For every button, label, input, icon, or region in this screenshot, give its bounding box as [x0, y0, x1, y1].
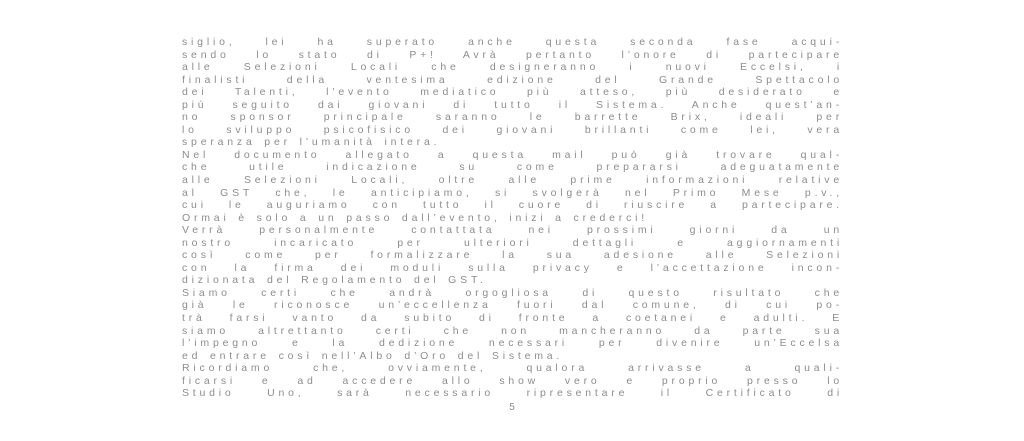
text-line: alle Selezioni Locali, oltre alle prime informazioni relative: [182, 174, 843, 187]
text-line: già le riconosce un’eccellenza fuori dal comune, di cui po-: [182, 299, 843, 312]
text-line: con la firma dei moduli sulla privacy e l’accettazione incon-: [182, 261, 843, 274]
text-line: Ricordiamo che, ovviamente, qualora arrivasse a quali-: [182, 362, 843, 375]
text-line: siglio, lei ha superato anche questa seconda fase acqui-: [182, 36, 843, 48]
text-line: ficarsi e ad accedere allo show vero e proprio presso lo: [182, 374, 843, 387]
text-line: sendo lo stato di P+! Avrà pertanto l’onore di partecipare: [182, 48, 843, 61]
text-line: dizionata del Regolamento del GST.: [182, 274, 487, 287]
page-number: 5: [509, 402, 516, 413]
text-line: al GST che, le anticipiamo, si svolgerà nel Primo Mese p.v.,: [182, 186, 843, 199]
text-line: lo sviluppo psicofisico dei giovani brillanti come lei, vera: [182, 123, 843, 136]
text-line: finalisti della ventesima edizione del Grande Spettacolo: [182, 73, 843, 86]
text-line: Nel documento allegato a questa mail può già trovare qual-: [182, 148, 843, 161]
text-line: cui le auguriamo con tutto il cuore di riuscire a partecipare.: [182, 199, 843, 212]
text-line: dei Talenti, l’evento mediatico più atteso, più desiderato e: [182, 86, 843, 99]
text-line: Studio Uno, sarà necessario ripresentare il Certificato di: [182, 387, 843, 400]
text-line: Verrà personalmente contattata nei prossimi giorni da un: [182, 224, 843, 237]
text-line: nostro incaricato per ulteriori dettagli e aggiornamenti: [182, 236, 843, 249]
text-line: alle Selezioni Locali che designeranno i nuovi Eccelsi, i: [182, 61, 843, 74]
text-line: siamo altrettanto certi che non mancheranno da parte sua: [182, 324, 843, 337]
text-line: che utile indicazione su come prepararsi adeguatamente: [182, 161, 843, 174]
text-line: speranza per l’umanità intera.: [182, 136, 441, 149]
text-line: l’impegno e la dedizione necessari per divenire un’Eccelsa: [182, 337, 843, 350]
text-line: Siamo certi che andrà orgogliosa di questo risultato che: [182, 286, 843, 299]
text-line: così come per formalizzare la sua adesione alle Selezioni: [182, 249, 843, 262]
text-line: più seguito dai giovani di tutto il Sistema. Anche quest’an-: [182, 98, 843, 111]
text-line: Ormai è solo a un passo dall’evento, inizi a crederci!: [182, 211, 648, 224]
text-line: ed entrare così nell’Albo d’Oro del Sistema.: [182, 349, 564, 362]
text-line: no sponsor principale saranno le barrette Brix, ideali per: [182, 111, 843, 124]
text-line: trà farsi vanto da subito di fronte a coetanei e adulti. E: [182, 312, 843, 325]
page-text: [182, 36, 843, 400]
